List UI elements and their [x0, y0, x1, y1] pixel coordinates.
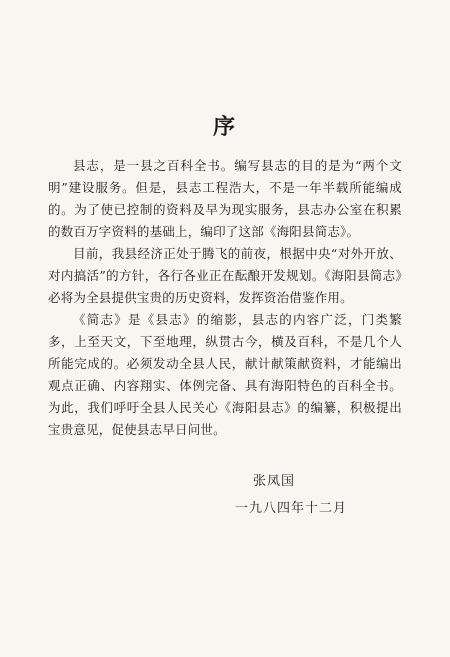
paragraph-3: 《简志》是《县志》的缩影，县志的内容广泛，门类繁多，上至天文，下至地理，纵贯古今，横及百科，不是几个人所能完成的。必须发动全县人民，献计献策献资料，才能编出观点正确、内容翔实、体例完备、具有海阳特色的百科全书。为此，我们呼吁全县人民关心《海阳县志》的编纂，积极提出宝贵意见，促使县志早日问世。 — [48, 312, 402, 437]
signature-date: 一九八四年十二月 — [235, 501, 348, 516]
author-name: 张凤国 — [253, 474, 296, 489]
preface-body — [48, 155, 402, 441]
page-title: 序 — [212, 114, 237, 140]
paragraph-1: 县志，是一县之百科全书。编写县志的目的是为“两个文明”建设服务。但是，县志工程浩大，不是一年半载所能编成的。为了使已控制的资料及早为现实服务，县志办公室在积累的数百万字资料的基础上，编印了这部《海阳县简志》。 — [48, 158, 402, 239]
paragraph-2: 目前，我县经济正处于腾飞的前夜，根据中央“对外开放、对内搞活”的方针，各行各业正在酝酿开发规划。《海阳县简志》必将为全县提供宝贵的历史资料，发挥资治借鉴作用。 — [48, 246, 402, 305]
